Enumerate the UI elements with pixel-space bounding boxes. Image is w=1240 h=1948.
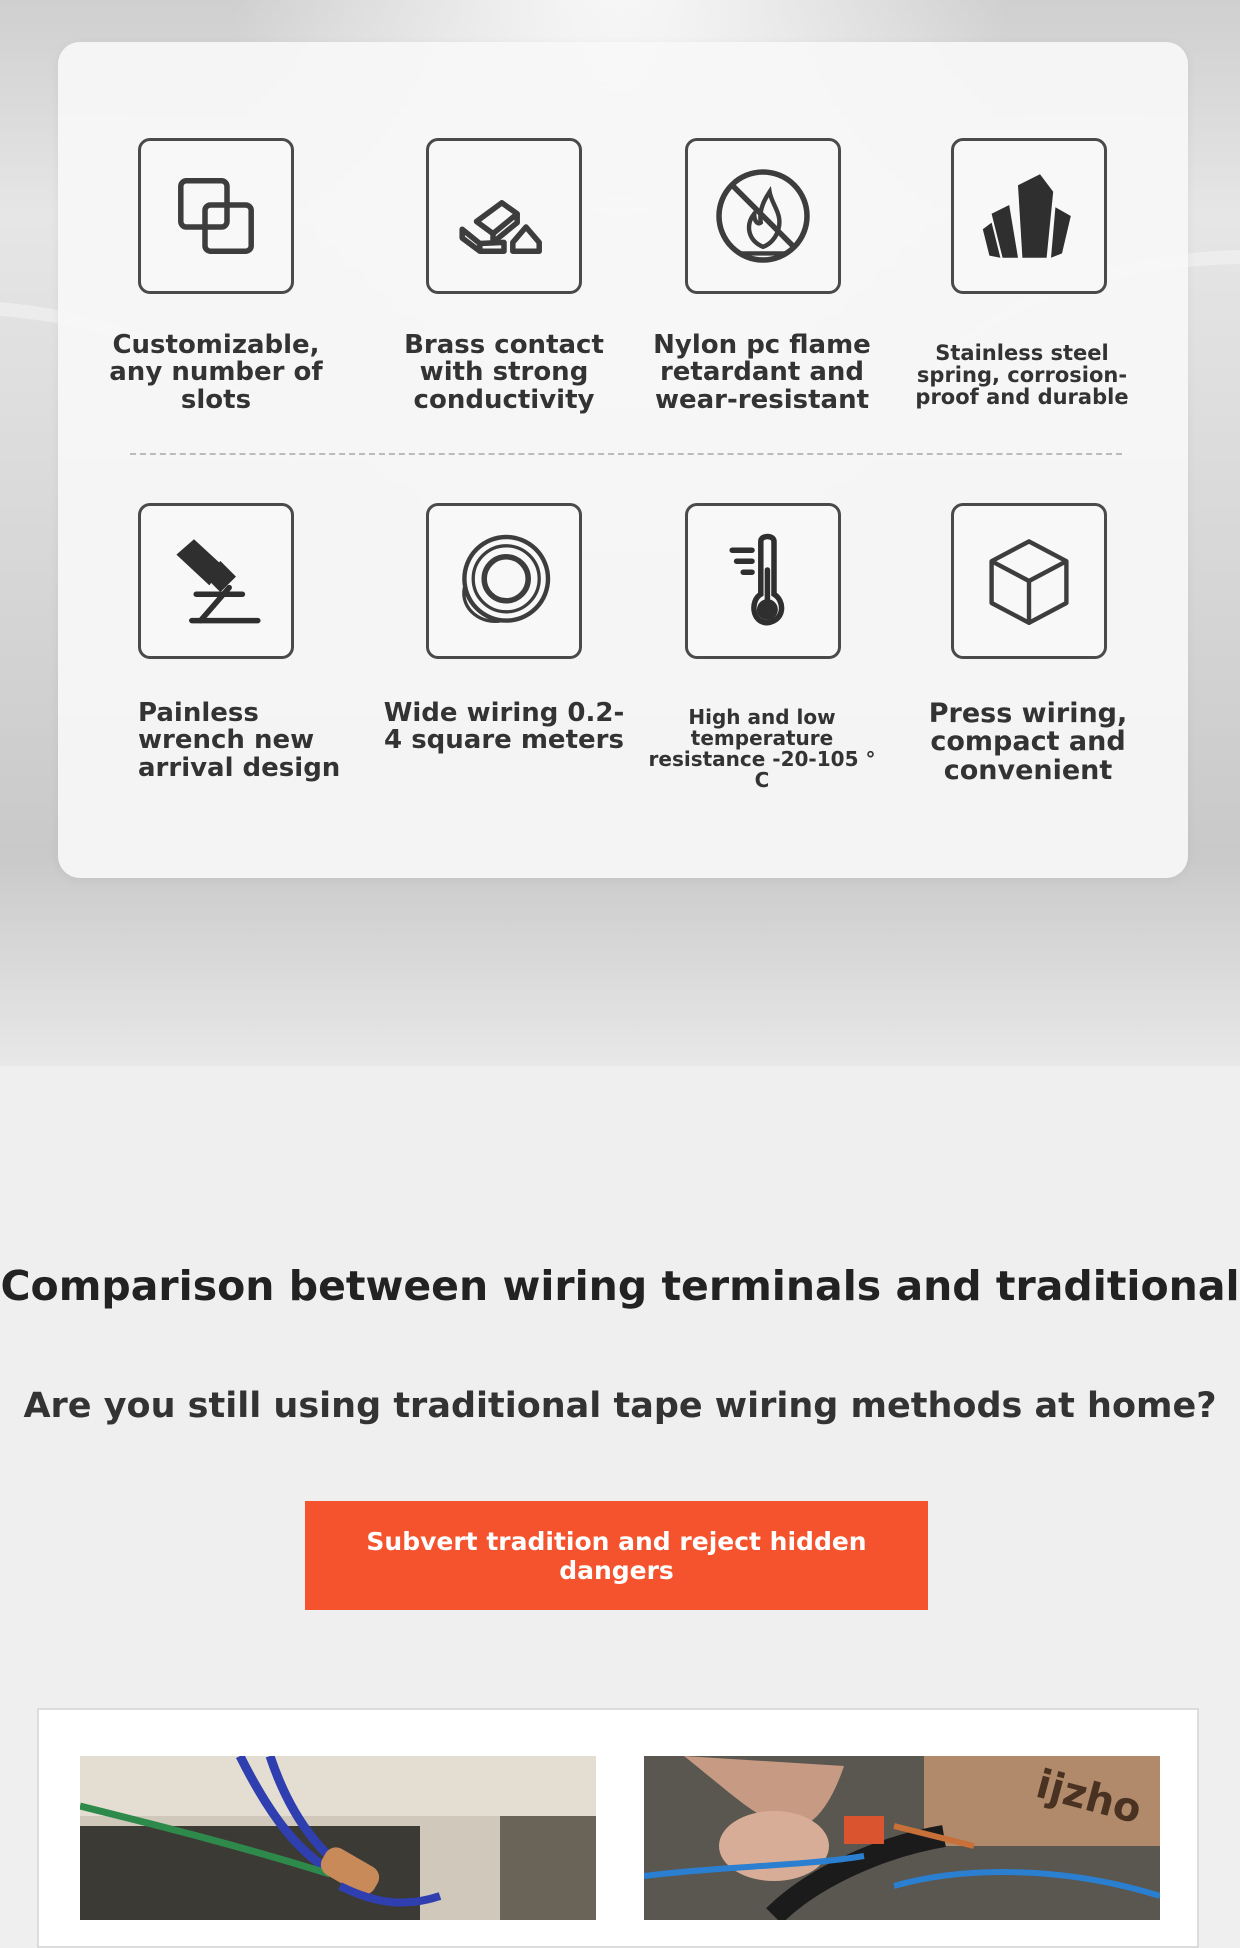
no-flame-icon <box>685 138 841 294</box>
wrench-stand-icon <box>138 503 294 659</box>
brass-bars-icon <box>426 138 582 294</box>
thermometer-icon <box>685 503 841 659</box>
row-divider <box>130 453 1122 455</box>
wire-coil-icon <box>426 503 582 659</box>
crystal-icon <box>951 138 1107 294</box>
feature-label: Brass contact with strong conductivity <box>404 330 604 415</box>
terminal-wiring-photo <box>644 1756 1160 1920</box>
cta-button[interactable]: Subvert tradition and reject hidden dangers <box>305 1501 928 1610</box>
feature-label: Painless wrench new arrival design <box>138 698 341 783</box>
tape-wiring-photo <box>80 1756 596 1920</box>
feature-label: Wide wiring 0.2-4 square meters <box>383 698 625 756</box>
feature-label: Nylon pc flame retardant and wear-resistant <box>653 330 871 415</box>
feature-label: Customizable, any number of slots <box>109 330 323 415</box>
overlapping-squares-icon <box>138 138 294 294</box>
comparison-title: Comparison between wiring terminals and traditional <box>0 1262 1240 1310</box>
feature-label: High and low temperature resistance -20-105 ° C <box>648 705 876 792</box>
svg-text:ijzho: ijzho <box>1031 1761 1147 1834</box>
features-panel <box>58 42 1188 878</box>
feature-label: Stainless steel spring, corrosion-proof and durable <box>915 341 1129 410</box>
comparison-subtitle: Are you still using traditional tape wiring methods at home? <box>23 1386 1217 1426</box>
cube-icon <box>951 503 1107 659</box>
feature-label: Press wiring, compact and convenient <box>928 698 1128 786</box>
